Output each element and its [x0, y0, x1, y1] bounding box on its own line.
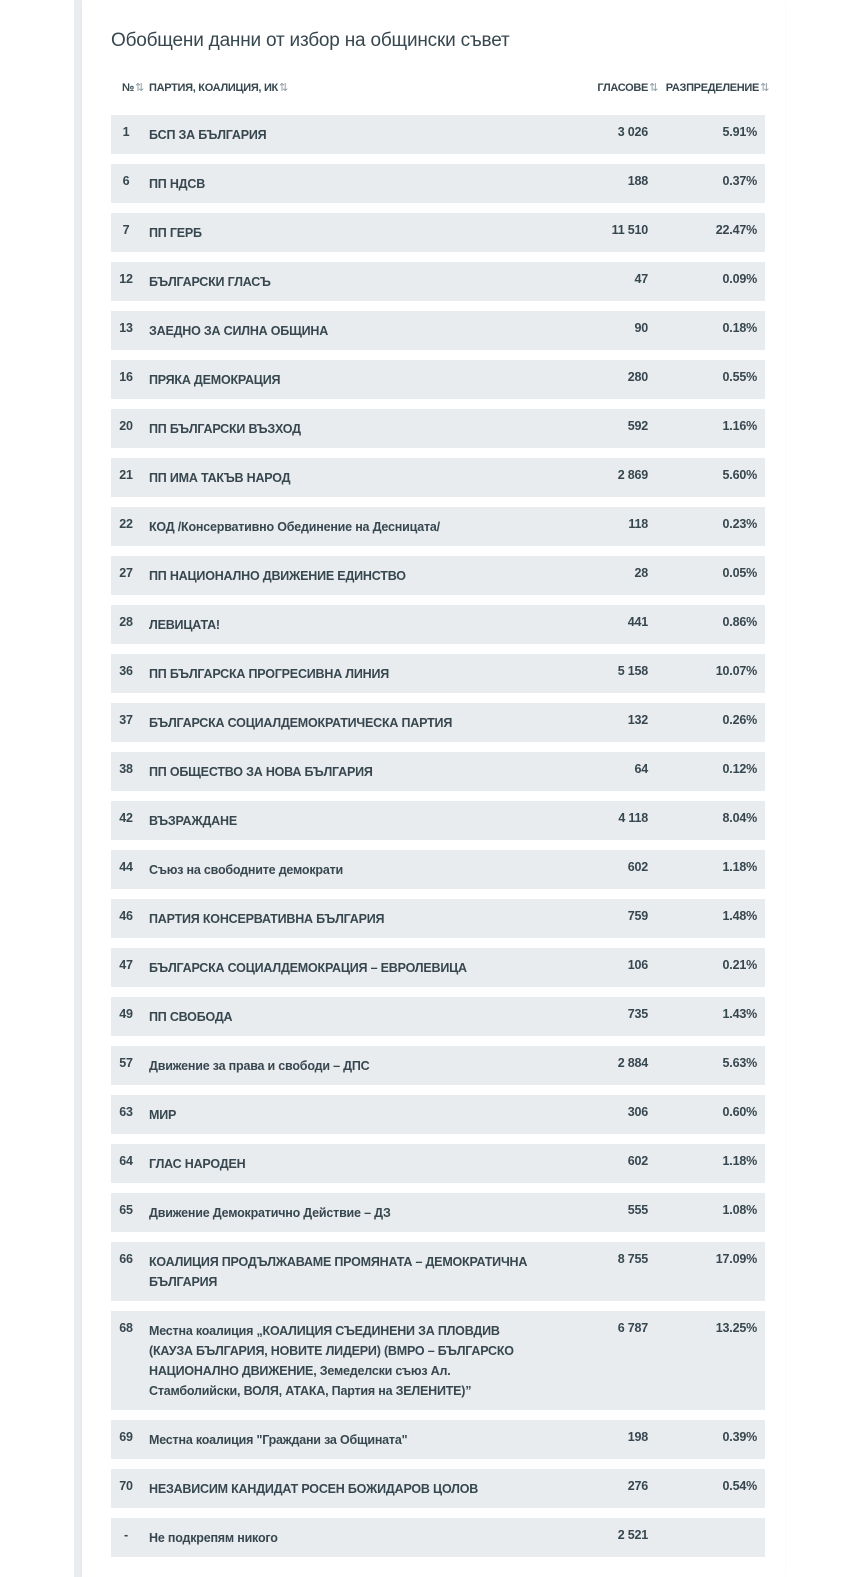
row-distribution: 0.60%: [722, 1105, 757, 1119]
row-votes: 198: [627, 1430, 648, 1444]
table-row-content: [111, 164, 765, 203]
row-votes: 592: [627, 419, 648, 433]
row-party-name: Движение за права и свободи – ДПС: [149, 1059, 370, 1073]
row-votes: 188: [627, 174, 648, 188]
row-votes: 4 118: [618, 811, 648, 825]
row-number: 7: [122, 223, 130, 237]
row-party-name: НЕЗАВИСИМ КАНДИДАТ РОСЕН БОЖИДАРОВ ЦОЛОВ: [149, 1482, 479, 1496]
table-row-content: [111, 556, 765, 595]
row-distribution: 1.16%: [722, 419, 757, 433]
row-party-name: ПП БЪЛГАРСКА ПРОГРЕСИВНА ЛИНИЯ: [149, 667, 390, 681]
sort-icon[interactable]: ⇅: [134, 82, 144, 94]
row-party-name: ПАРТИЯ КОНСЕРВАТИВНА БЪЛГАРИЯ: [149, 912, 385, 926]
row-distribution: 5.63%: [722, 1056, 757, 1070]
row-number: 37: [119, 713, 133, 727]
table-row: [111, 948, 765, 987]
row-party-name: БСП ЗА БЪЛГАРИЯ: [149, 128, 267, 142]
row-votes: 5 158: [617, 664, 648, 678]
row-number: 38: [119, 762, 133, 776]
row-votes: 735: [627, 1007, 648, 1021]
row-distribution: 0.54%: [722, 1479, 757, 1493]
row-votes: 106: [627, 958, 648, 972]
row-distribution: 1.18%: [722, 1154, 757, 1168]
table-row-content: [111, 1193, 765, 1232]
row-party-name: Съюз на свободните демократи: [149, 863, 343, 877]
row-party-name: Движение Демократично Действие – ДЗ: [149, 1206, 391, 1220]
row-party-name: БЪЛГАРСКА СОЦИАЛДЕМОКРАЦИЯ – ЕВРОЛЕВИЦА: [149, 961, 467, 975]
table-row-content: [111, 703, 765, 742]
row-party-name: МИР: [149, 1108, 177, 1122]
row-distribution: 17.09%: [715, 1252, 757, 1266]
row-number: 47: [119, 958, 133, 972]
table-row-content: [111, 1311, 765, 1410]
table-row: [111, 654, 765, 693]
row-votes: 8 755: [617, 1252, 648, 1266]
table-row: [111, 1311, 765, 1410]
row-distribution: 5.91%: [722, 125, 757, 139]
row-votes: 6 787: [617, 1321, 648, 1335]
page-title: Обобщени данни от избор на общински съвет: [111, 30, 510, 51]
row-distribution: 0.39%: [722, 1430, 757, 1444]
row-distribution: 22.47%: [715, 223, 757, 237]
row-number: 46: [119, 909, 133, 923]
row-number: 63: [119, 1105, 133, 1119]
table-row-content: [111, 1469, 765, 1508]
row-votes: 132: [627, 713, 648, 727]
table-row-content: [111, 1242, 765, 1301]
column-header-number-label: №: [122, 82, 134, 94]
row-party-name: ПП ИМА ТАКЪВ НАРОД: [149, 471, 291, 485]
table-row: [111, 1420, 765, 1459]
row-votes: 602: [627, 860, 648, 874]
row-votes: 11 510: [611, 223, 648, 237]
row-number: 27: [119, 566, 133, 580]
row-number: 20: [119, 419, 133, 433]
row-votes: 306: [627, 1105, 648, 1119]
row-party-name: КОАЛИЦИЯ ПРОДЪЛЖАВАМЕ ПРОМЯНАТА – ДЕМОКРАТИЧНА БЪЛГАРИЯ: [149, 1255, 528, 1289]
row-votes: 90: [634, 321, 648, 335]
row-number: 12: [119, 272, 133, 286]
row-number: 70: [119, 1479, 133, 1493]
column-header-votes-label: ГЛАСОВЕ: [597, 82, 649, 94]
row-distribution: 10.07%: [715, 664, 757, 678]
table-row: [111, 458, 765, 497]
table-row: [111, 1046, 765, 1085]
column-header-distribution[interactable]: [666, 81, 769, 94]
row-distribution: 0.26%: [722, 713, 757, 727]
row-votes: 47: [634, 272, 648, 286]
row-party-name: Местна коалиция „КОАЛИЦИЯ СЪЕДИНЕНИ ЗА ПЛОВДИВ (КАУЗА БЪЛГАРИЯ, НОВИТЕ ЛИДЕРИ) (ВМРО – БЪЛГАРСКО НАЦИОНАЛНО ДВИЖЕНИЕ, Земеделски съюз Ал. Стамболийски, ВОЛЯ, АТАКА, Партия на ЗЕЛЕНИТЕ)”: [149, 1324, 514, 1398]
row-number: 13: [119, 321, 133, 335]
row-number: 49: [119, 1007, 133, 1021]
row-votes: 280: [627, 370, 648, 384]
column-header-distribution-label: РАЗПРЕДЕЛЕНИЕ: [665, 82, 760, 94]
table-row-content: [111, 115, 765, 154]
row-distribution: 0.12%: [722, 762, 757, 776]
row-number: 44: [119, 860, 133, 874]
table-row: [111, 605, 765, 644]
row-distribution: 0.05%: [722, 566, 757, 580]
table-row-content: [111, 458, 765, 497]
row-number: 68: [119, 1321, 133, 1335]
table-header: [111, 78, 769, 98]
row-number: 65: [119, 1203, 133, 1217]
row-number: -: [124, 1528, 128, 1542]
row-party-name: ЛЕВИЦАТА!: [149, 618, 220, 632]
table-row: [111, 1144, 765, 1183]
row-distribution: 1.48%: [722, 909, 757, 923]
row-party-name: ПП ГЕРБ: [149, 226, 202, 240]
row-party-name: ПП НДСВ: [149, 177, 206, 191]
row-distribution: 13.25%: [715, 1321, 757, 1335]
row-party-name: ПП СВОБОДА: [149, 1010, 233, 1024]
row-number: 22: [119, 517, 133, 531]
row-votes: 2 869: [617, 468, 648, 482]
column-header-party[interactable]: [149, 81, 288, 94]
sort-icon[interactable]: ⇅: [649, 82, 658, 94]
table-row: [111, 1469, 765, 1508]
row-party-name: ВЪЗРАЖДАНЕ: [149, 814, 237, 828]
table-row-content: [111, 507, 765, 546]
row-distribution: 0.09%: [722, 272, 757, 286]
row-number: 1: [122, 125, 130, 139]
sort-icon[interactable]: ⇅: [278, 82, 288, 94]
row-party-name: Местна коалиция "Граждани за Общината": [149, 1433, 408, 1447]
table-row: [111, 850, 765, 889]
row-distribution: 1.43%: [722, 1007, 757, 1021]
row-party-name: ЗАЕДНО ЗА СИЛНА ОБЩИНА: [149, 324, 329, 338]
table-row: [111, 801, 765, 840]
table-row-content: [111, 752, 765, 791]
row-number: 66: [119, 1252, 133, 1266]
table-row-content: [111, 409, 765, 448]
row-party-name: ПП НАЦИОНАЛНО ДВИЖЕНИЕ ЕДИНСТВО: [149, 569, 406, 583]
table-row-content: [111, 1420, 765, 1459]
table-row-content: [111, 948, 765, 987]
row-party-name: Не подкрепям никого: [149, 1531, 278, 1545]
page-left-border: [74, 0, 82, 1577]
table-row-content: [111, 1144, 765, 1183]
table-row: [111, 1242, 765, 1301]
table-row: [111, 997, 765, 1036]
row-distribution: 0.21%: [722, 958, 757, 972]
row-party-name: КОД /Консервативно Обединение на Десницата/: [149, 520, 440, 534]
column-header-party-label: ПАРТИЯ, КОАЛИЦИЯ, ИК: [149, 82, 278, 94]
table-row: [111, 1518, 765, 1557]
row-number: 64: [119, 1154, 133, 1168]
table-row-content: [111, 997, 765, 1036]
table-row: [111, 115, 765, 154]
table-row: [111, 360, 765, 399]
table-row: [111, 507, 765, 546]
table-row: [111, 899, 765, 938]
table-row-content: [111, 801, 765, 840]
row-votes: 118: [628, 517, 648, 531]
results-table-body: [111, 111, 765, 1569]
row-distribution: 1.08%: [722, 1203, 757, 1217]
row-number: 28: [119, 615, 133, 629]
table-row: [111, 1095, 765, 1134]
table-row: [111, 213, 765, 252]
row-distribution: 0.55%: [722, 370, 757, 384]
row-party-name: БЪЛГАРСКИ ГЛАСЪ: [149, 275, 271, 289]
row-party-name: БЪЛГАРСКА СОЦИАЛДЕМОКРАТИЧЕСКА ПАРТИЯ: [149, 716, 453, 730]
row-number: 16: [119, 370, 133, 384]
table-row-content: [111, 262, 765, 301]
row-votes: 276: [627, 1479, 648, 1493]
row-number: 57: [119, 1056, 133, 1070]
row-votes: 759: [627, 909, 648, 923]
table-row-content: [111, 311, 765, 350]
row-number: 69: [119, 1430, 133, 1444]
row-number: 36: [119, 664, 133, 678]
row-number: 6: [122, 174, 130, 188]
sort-icon[interactable]: ⇅: [760, 82, 769, 94]
row-distribution: 8.04%: [722, 811, 757, 825]
row-distribution: 5.60%: [722, 468, 757, 482]
table-row: [111, 262, 765, 301]
row-number: 42: [119, 811, 133, 825]
table-row: [111, 752, 765, 791]
table-row: [111, 703, 765, 742]
row-votes: 64: [634, 762, 648, 776]
table-row: [111, 311, 765, 350]
row-votes: 602: [627, 1154, 648, 1168]
table-row-content: [111, 1095, 765, 1134]
table-row-content: [111, 850, 765, 889]
row-votes: 555: [627, 1203, 648, 1217]
row-votes: 2 884: [617, 1056, 648, 1070]
table-row-content: [111, 1046, 765, 1085]
row-votes: 441: [627, 615, 648, 629]
row-distribution: 0.18%: [722, 321, 757, 335]
row-votes: 28: [634, 566, 648, 580]
row-votes: 2 521: [617, 1528, 648, 1542]
row-votes: 3 026: [617, 125, 648, 139]
table-row-content: [111, 899, 765, 938]
column-header-votes[interactable]: [597, 81, 658, 94]
row-party-name: ГЛАС НАРОДЕН: [149, 1157, 246, 1171]
row-distribution: 1.18%: [722, 860, 757, 874]
table-row-content: [111, 605, 765, 644]
table-row: [111, 409, 765, 448]
column-header-number[interactable]: [122, 81, 144, 94]
row-party-name: ПП ОБЩЕСТВО ЗА НОВА БЪЛГАРИЯ: [149, 765, 373, 779]
row-party-name: ПП БЪЛГАРСКИ ВЪЗХОД: [149, 422, 301, 436]
row-party-name: ПРЯКА ДЕМОКРАЦИЯ: [149, 373, 281, 387]
row-number: 21: [119, 468, 133, 482]
row-distribution: 0.37%: [722, 174, 757, 188]
row-distribution: 0.23%: [722, 517, 757, 531]
table-row-content: [111, 360, 765, 399]
table-row-content: [111, 213, 765, 252]
table-row-content: [111, 654, 765, 693]
row-distribution: 0.86%: [722, 615, 757, 629]
table-row-content: [111, 1518, 765, 1557]
table-row: [111, 164, 765, 203]
table-row: [111, 1193, 765, 1232]
table-row: [111, 556, 765, 595]
